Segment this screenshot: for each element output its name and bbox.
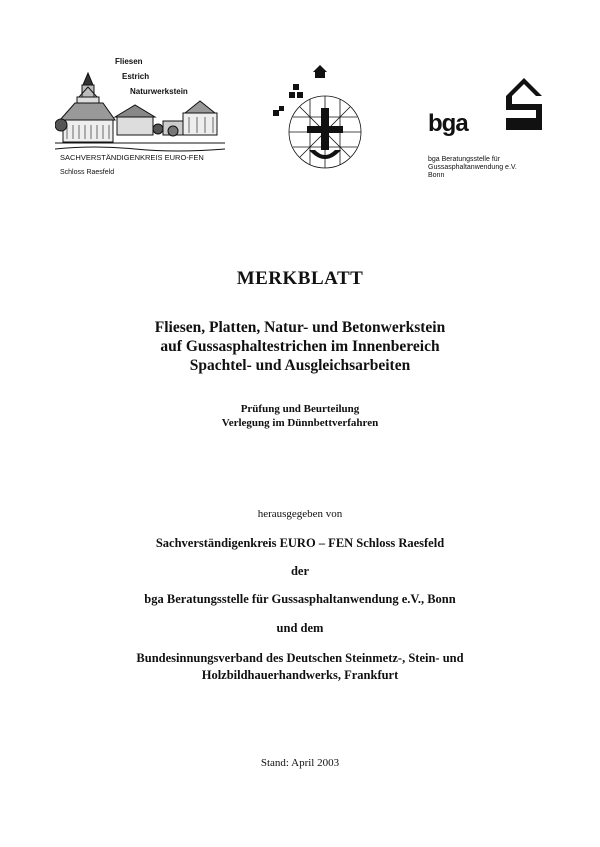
logo-line-naturwerkstein: Naturwerkstein	[130, 87, 188, 96]
document-date: Stand: April 2003	[260, 757, 340, 769]
left-logo-location: Schloss Raesfeld	[60, 169, 115, 176]
bga-logo	[428, 78, 568, 188]
scope-heading	[0, 402, 600, 430]
editor-bundesinnungsverband	[0, 650, 600, 684]
editor-connector-und-dem: und dem	[276, 621, 324, 635]
bga-caption-line1: bga Beratungsstelle für	[428, 156, 500, 163]
editor-bga: bga Beratungsstelle für Gussasphaltanwendung e.V., Bonn	[144, 592, 456, 606]
document-subtitle	[0, 318, 600, 375]
euro-fen-logo	[55, 55, 235, 185]
bga-caption-line3: Bonn	[428, 172, 445, 179]
left-logo-caption: SACHVERSTÄNDIGENKREIS EURO-FEN	[60, 153, 204, 162]
scope-line: Verlegung im Dünnbettverfahren	[221, 417, 379, 429]
bga-caption	[428, 156, 568, 180]
building-cross-emblem-icon	[265, 62, 375, 177]
subtitle-line: Fliesen, Platten, Natur- und Betonwerkstein	[154, 319, 446, 336]
logo-line-fliesen: Fliesen	[115, 57, 143, 66]
bga-wordmark: bga	[428, 110, 468, 137]
editor-bundesinnungsverband-line2: Holzbildhauerhandwerks, Frankfurt	[201, 668, 399, 682]
editor-intro: herausgegeben von	[257, 508, 343, 520]
bga-house-mark-icon	[506, 78, 542, 136]
editor-bundesinnungsverband-line1: Bundesinnungsverband des Deutschen Steinmetz-, Stein- und	[136, 651, 464, 665]
scope-line: Prüfung und Beurteilung	[240, 403, 360, 415]
page-title: MERKBLATT	[236, 268, 364, 289]
editor-connector-der: der	[290, 564, 310, 578]
subtitle-line: auf Gussasphaltestrichen im Innenbereich	[160, 338, 440, 355]
logo-line-estrich: Estrich	[122, 72, 150, 81]
subtitle-line: Spachtel- und Ausgleichsarbeiten	[189, 357, 411, 374]
editor-euro-fen: Sachverständigenkreis EURO – FEN Schloss Raesfeld	[155, 536, 445, 550]
center-emblem	[265, 62, 375, 177]
bga-caption-line2: Gussasphaltanwendung e.V.	[428, 164, 517, 171]
